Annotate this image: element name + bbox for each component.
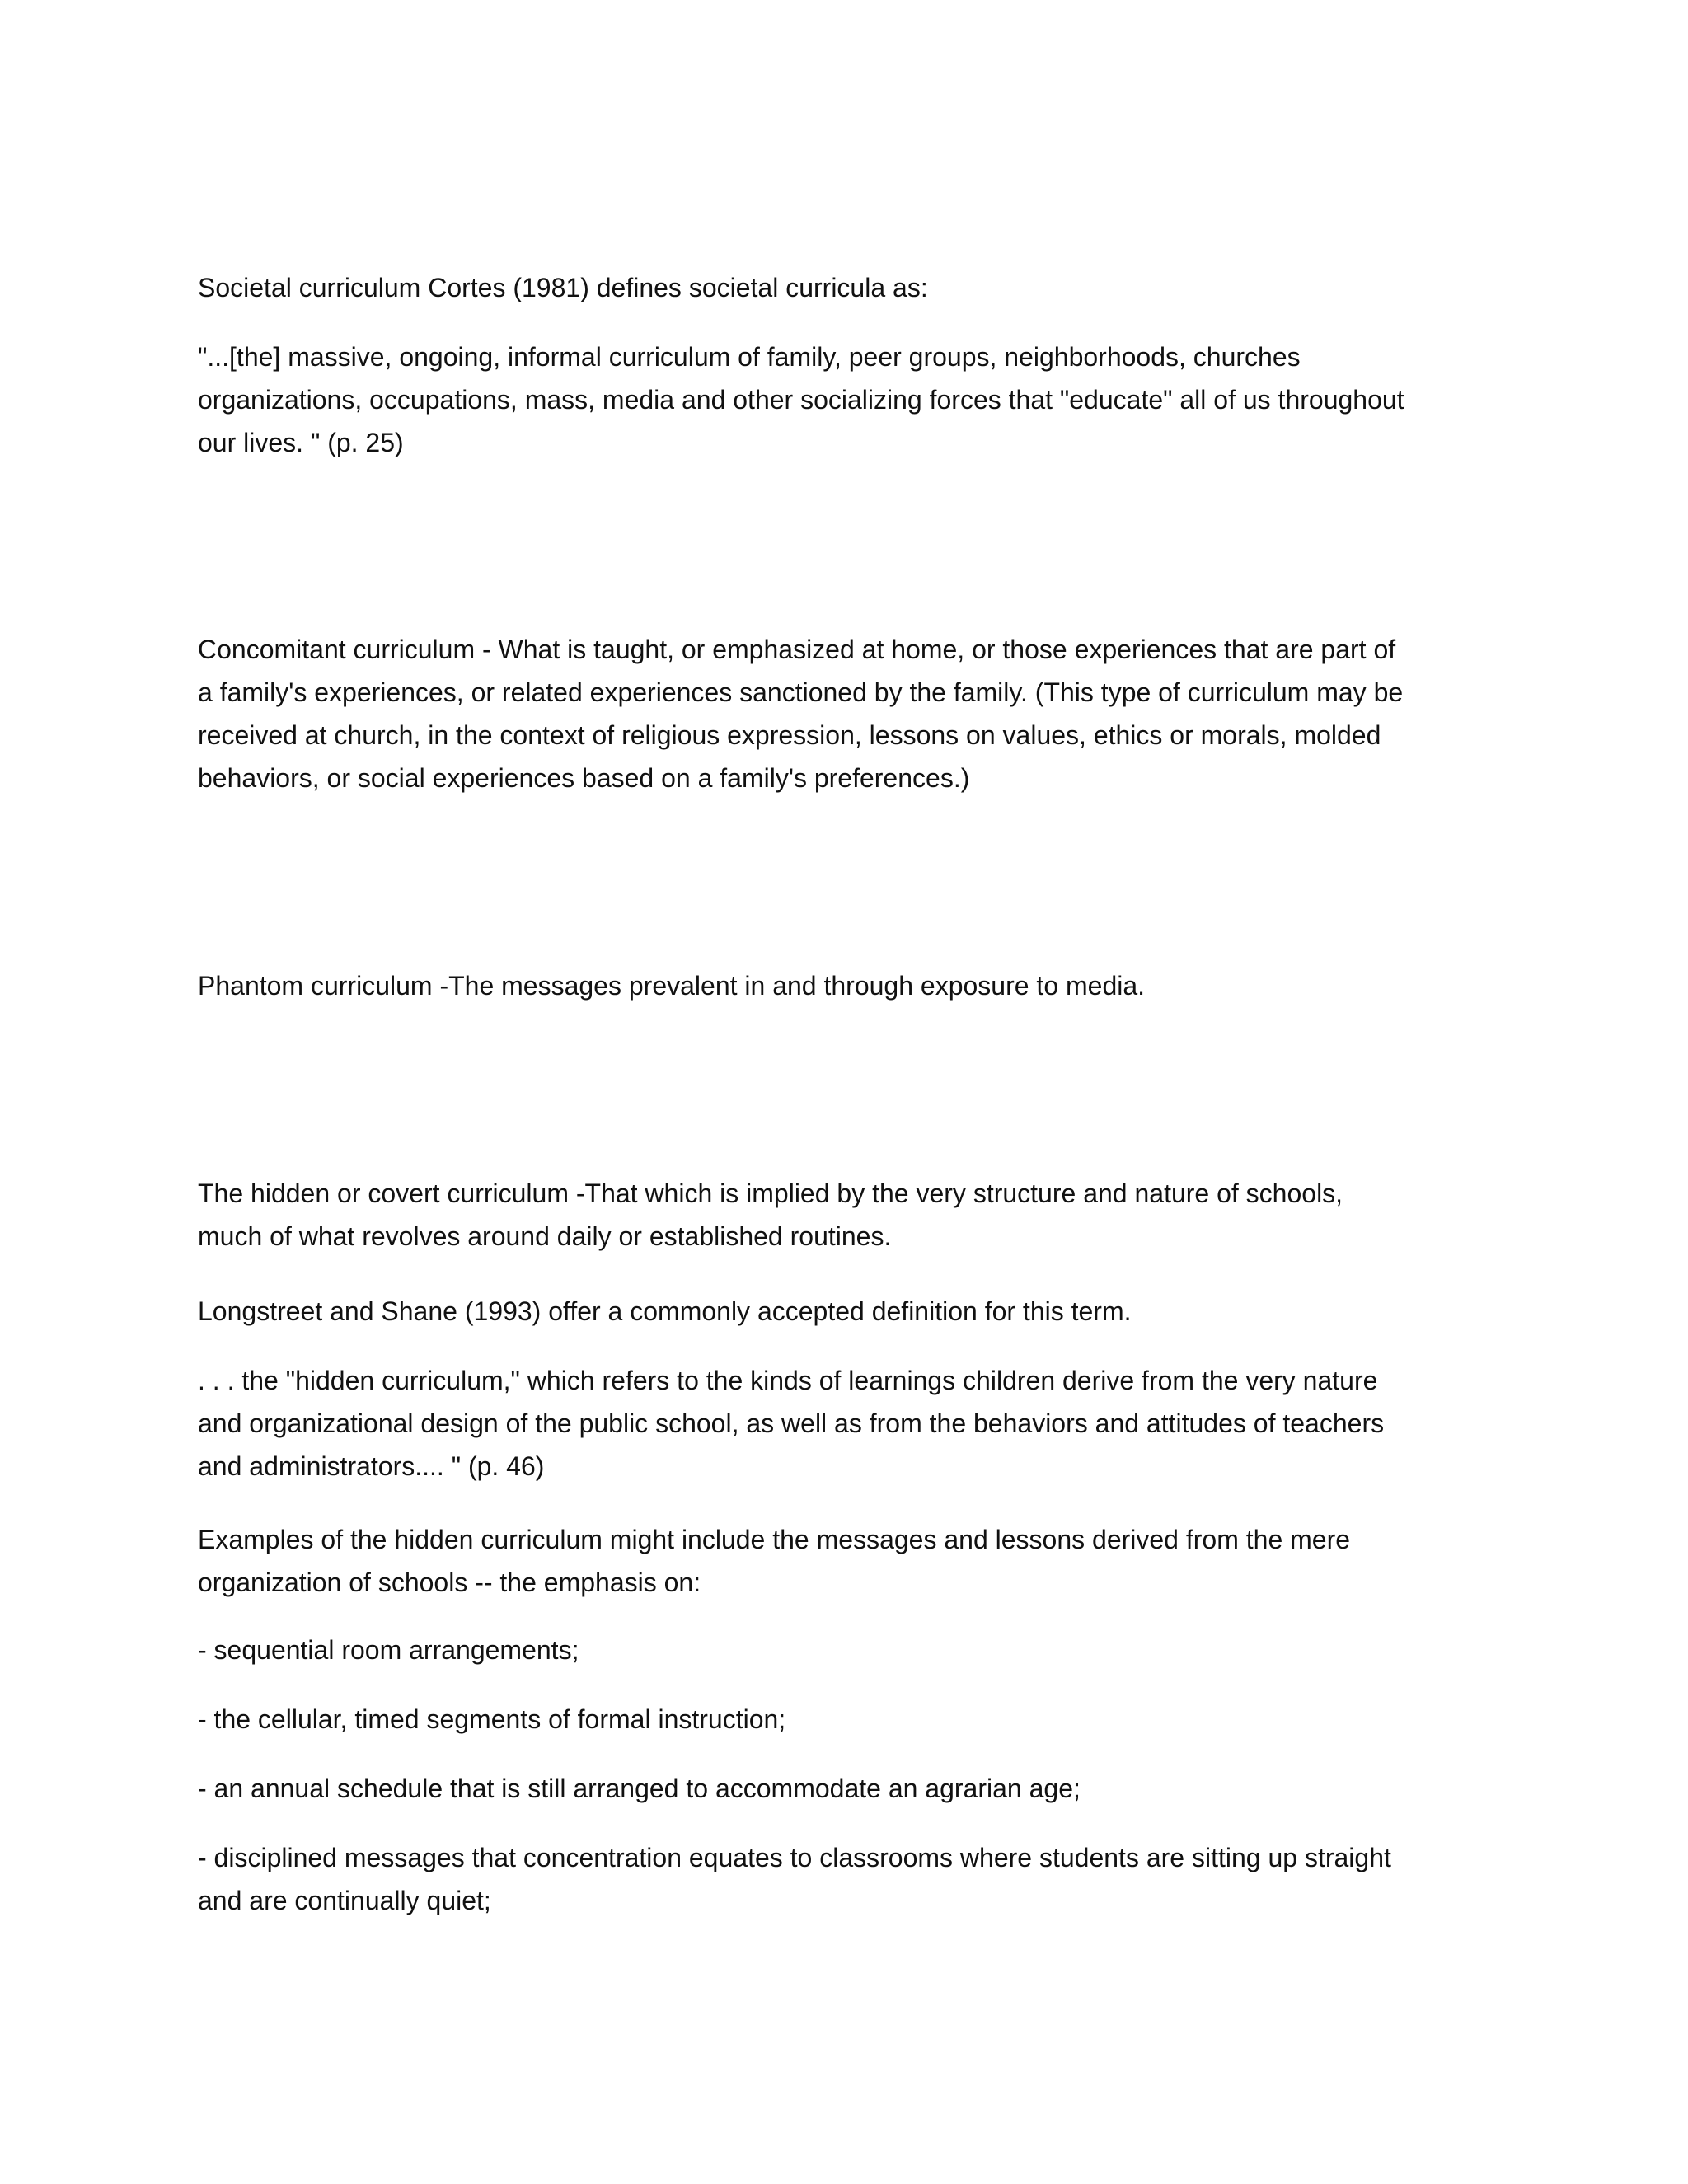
paragraph-phantom-curriculum: Phantom curriculum -The messages prevalent in and through exposure to media. bbox=[198, 971, 1146, 1001]
paragraph-longstreet-shane: Longstreet and Shane (1993) offer a commonly accepted definition for this term. bbox=[198, 1296, 1132, 1326]
list-item-timed-segments: - the cellular, timed segments of formal instruction; bbox=[198, 1704, 786, 1734]
paragraph-hidden-curriculum-examples: Examples of the hidden curriculum might include the messages and lessons derived from the mere organization of schools -- the emphasis on: bbox=[198, 1525, 1351, 1597]
paragraph-hidden-curriculum-quote: . . . the "hidden curriculum," which refers to the kinds of learnings children derive from the very nature and organizational design of the public school, as well as from the behaviors and attitudes of teachers and administrators.... " (p. 46) bbox=[198, 1366, 1385, 1481]
paragraph-concomitant-curriculum: Concomitant curriculum - What is taught, or emphasized at home, or those experiences that are part of a family's experiences, or related experiences sanctioned by the family. (This type of curriculum may be received at church, in the context of religious expression, lessons on values, ethics or morals, molded behaviors, or social experiences based on a family's preferences.) bbox=[198, 635, 1404, 793]
list-item-disciplined-messages: - disciplined messages that concentration equates to classrooms where students are sitting up straight and are continually quiet; bbox=[198, 1843, 1391, 1915]
paragraph-hidden-curriculum: The hidden or covert curriculum -That which is implied by the very structure and nature of schools, much of what revolves around daily or established routines. bbox=[198, 1179, 1343, 1251]
list-item-annual-schedule: - an annual schedule that is still arranged to accommodate an agrarian age; bbox=[198, 1774, 1081, 1803]
paragraph-societal-curriculum-quote: "...[the] massive, ongoing, informal curriculum of family, peer groups, neighborhoods, churches organizations, occupations, mass, media and other socializing forces that "educate" all of us throughout our lives. " (p. 25) bbox=[198, 342, 1404, 457]
list-item-room-arrangements: - sequential room arrangements; bbox=[198, 1635, 579, 1665]
paragraph-societal-curriculum-heading: Societal curriculum Cortes (1981) defines societal curricula as: bbox=[198, 273, 928, 302]
